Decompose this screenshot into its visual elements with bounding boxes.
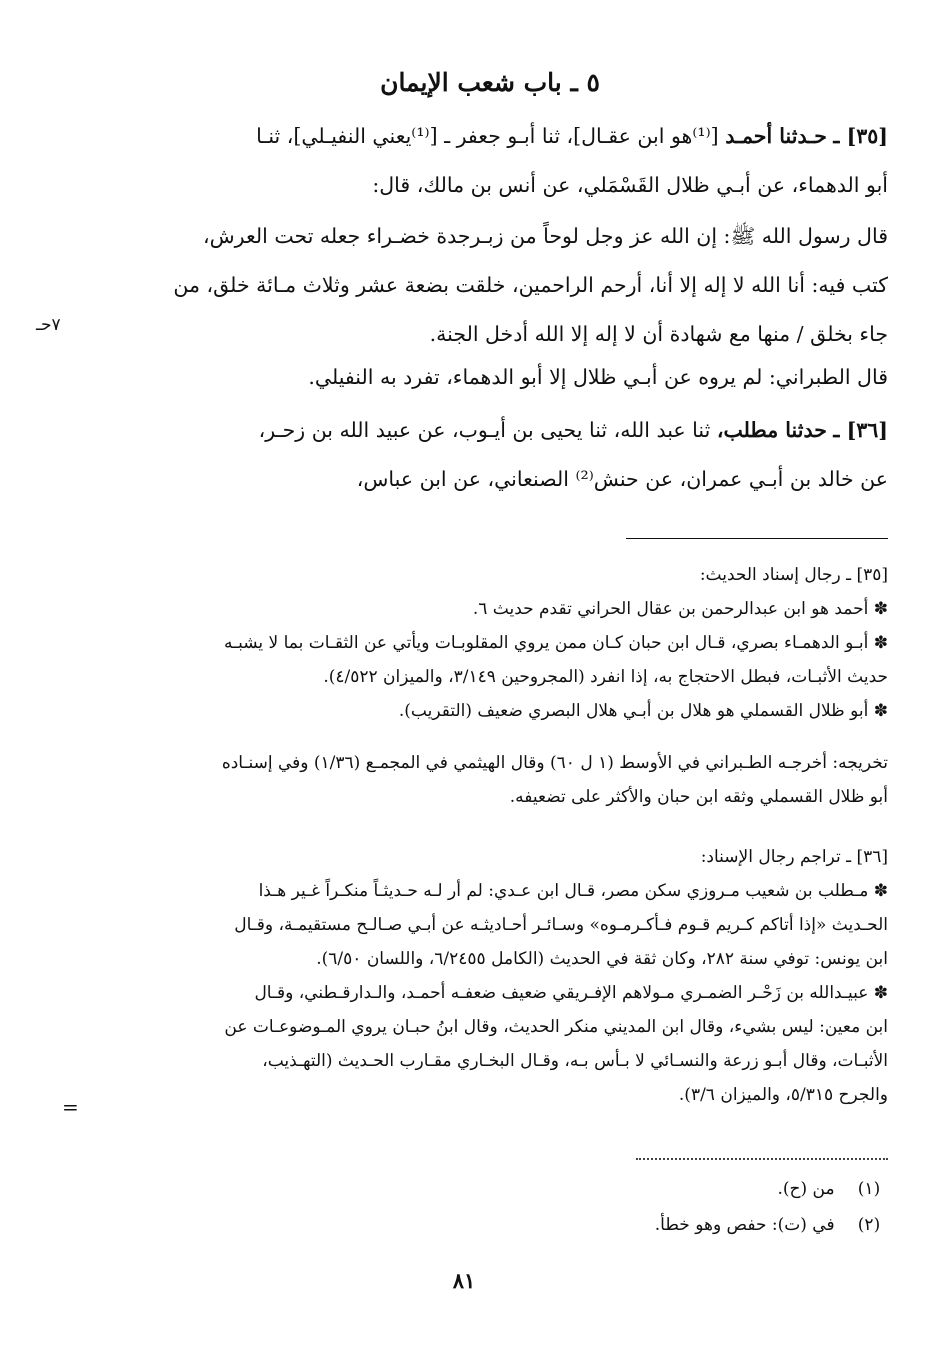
separator-rule xyxy=(626,538,888,539)
notes-35-takhrij xyxy=(40,746,888,814)
page-number: ٨١ xyxy=(452,1268,476,1293)
hadith-35-line-6: قال الطبراني: لم يروه عن أبـي ظلال إلا أبو الدهماء، تفرد به النفيلي. xyxy=(308,365,888,389)
footnote xyxy=(778,1174,899,1204)
hadith-35-line-2: أبو الدهماء، عن أبـي ظلال القَسْمَلي، عن أنس بن مالك، قال: xyxy=(372,173,888,197)
footnote-text: من (ح). xyxy=(777,1179,835,1199)
continuation-marker: = xyxy=(62,1095,79,1119)
notes-35-line-5: تخريجه: أخرجـه الطـبراني في الأوسط (١ ل ٦٠) وقال الهيثمي في المجمـع (١/٣٦) وفي إسنـاده xyxy=(221,753,888,773)
hadith-36-text xyxy=(40,406,888,504)
notes-36-line-5: ابن معين: ليس بشيء، وقال ابن المديني منكر الحديث، وقال ابنُ حبـان يروي المـوضوعـات عن xyxy=(224,1017,888,1037)
hadith-36-number: [٣٦] ـ xyxy=(833,418,888,442)
hadith-35-number: [٣٥] ـ xyxy=(833,124,888,148)
hadith-36-line-1 xyxy=(40,406,888,455)
notes-36-line-6: الأثبـات، وقال أبـو زرعة والنسـائي لا بـأس بـه، وقـال البخـاري مقـارب الحـديث (التهـذيب، xyxy=(262,1051,888,1071)
margin-page-marker: ٧حـ xyxy=(36,315,61,335)
hadith-35-line-5: جاء بخلق / منها مع شهادة أن لا إله إلا الله أدخل الجنة. xyxy=(429,322,888,346)
notes-36-line-3: ابن يونس: توفي سنة ٢٨٢، وكان ثقة في الحديث (الكامل ٦/٢٤٥٥، واللسان ٦/٥٠). xyxy=(316,949,888,969)
hadith-35-tabarani-note xyxy=(40,353,888,402)
notes-35 xyxy=(40,558,888,728)
notes-36-line-7: والجرح ٥/٣١٥، والميزان ٣/٦). xyxy=(678,1085,888,1105)
footnote-number: (١) xyxy=(857,1179,881,1199)
notes-35-line-2: ✽ أبـو الدهمـاء بصري، قـال ابن حبان كـان ممن يروي المقلوبـات ويأتي عن الثقـات بما لا يشبـه xyxy=(223,633,888,653)
hadith-35-line-1-rest: [⁽¹⁾هو ابن عقـال]، ثنا أبـو جعفر ـ [⁽¹⁾يعني النفيـلي]، ثنـا xyxy=(256,124,719,148)
notes-35-line-1: ✽ أحمد هو ابن عبدالرحمن بن عقال الحراني تقدم حديث ٦. xyxy=(472,599,888,619)
footnote xyxy=(655,1210,898,1240)
notes-36-header: [٣٦] ـ تراجم رجال الإسناد: xyxy=(700,847,888,867)
notes-35-line-3: حديث الأثبـات، فبطل الاحتجاج به، إذا انفرد (المجروحين ٣/١٤٩، والميزان ٤/٥٢٢). xyxy=(323,667,888,687)
notes-36-line-2: الحـديث «إذا أتاكم كـريم قـوم فـأكـرمـوه» وسـائـر أحـاديثـه عن أبـي صـالـح مستقيمـة، وقـال xyxy=(234,915,888,935)
hadith-36-line-2: عن خالد بن أبـي عمران، عن حنش⁽²⁾ الصنعاني، عن ابن عباس، xyxy=(356,467,888,491)
footnote-number: (٢) xyxy=(857,1215,881,1235)
hadith-35-matn xyxy=(40,212,888,359)
footnote-separator xyxy=(636,1158,888,1160)
hadith-35-text xyxy=(40,112,888,210)
hadith-35-line-1 xyxy=(40,112,888,161)
notes-36-line-1: ✽ مـطلب بن شعيب مـروزي سكن مصر، قـال ابن عـدي: لم أر لـه حـديثـاً منكـراً غـير هـذا xyxy=(258,881,888,901)
notes-36 xyxy=(40,840,888,1112)
footnote-text: في (ت): حفص وهو خطأ. xyxy=(654,1215,835,1235)
hadith-35-line-3: قال رسول الله ﷺ: إن الله عز وجل لوحاً من زبـرجدة خضـراء جعله تحت العرش، xyxy=(203,224,888,248)
notes-35-header: [٣٥] ـ رجال إسناد الحديث: xyxy=(699,565,888,585)
hadith-35-line-4: كتب فيه: أنا الله لا إله إلا أنا، أرحم الراحمين، خلقت بضعة عشر وثلاث مـائة خلق، من xyxy=(173,273,888,297)
notes-36-line-4: ✽ عبيـدالله بن زَحْـر الضمـري مـولاهم الإفـريقي ضعيف ضعفـه أحمـد، والـدارقـطني، وقـال xyxy=(254,983,888,1003)
chapter-title: ٥ ـ باب شعب الإيمان xyxy=(380,68,600,97)
notes-35-line-4: ✽ أبو ظلال القسملي هو هلال بن أبـي هلال البصري ضعيف (التقريب). xyxy=(398,701,888,721)
hadith-36-lead: حدثنا مطلب، xyxy=(716,418,827,442)
notes-35-line-6: أبو ظلال القسملي وثقه ابن حبان والأكثر على تضعيفه. xyxy=(509,787,888,807)
hadith-36-line-1-rest: ثنا عبد الله، ثنا يحيى بن أيـوب، عن عبيد الله بن زحـر، xyxy=(258,418,711,442)
hadith-35-lead: حـدثنا أحمـد xyxy=(725,124,827,148)
